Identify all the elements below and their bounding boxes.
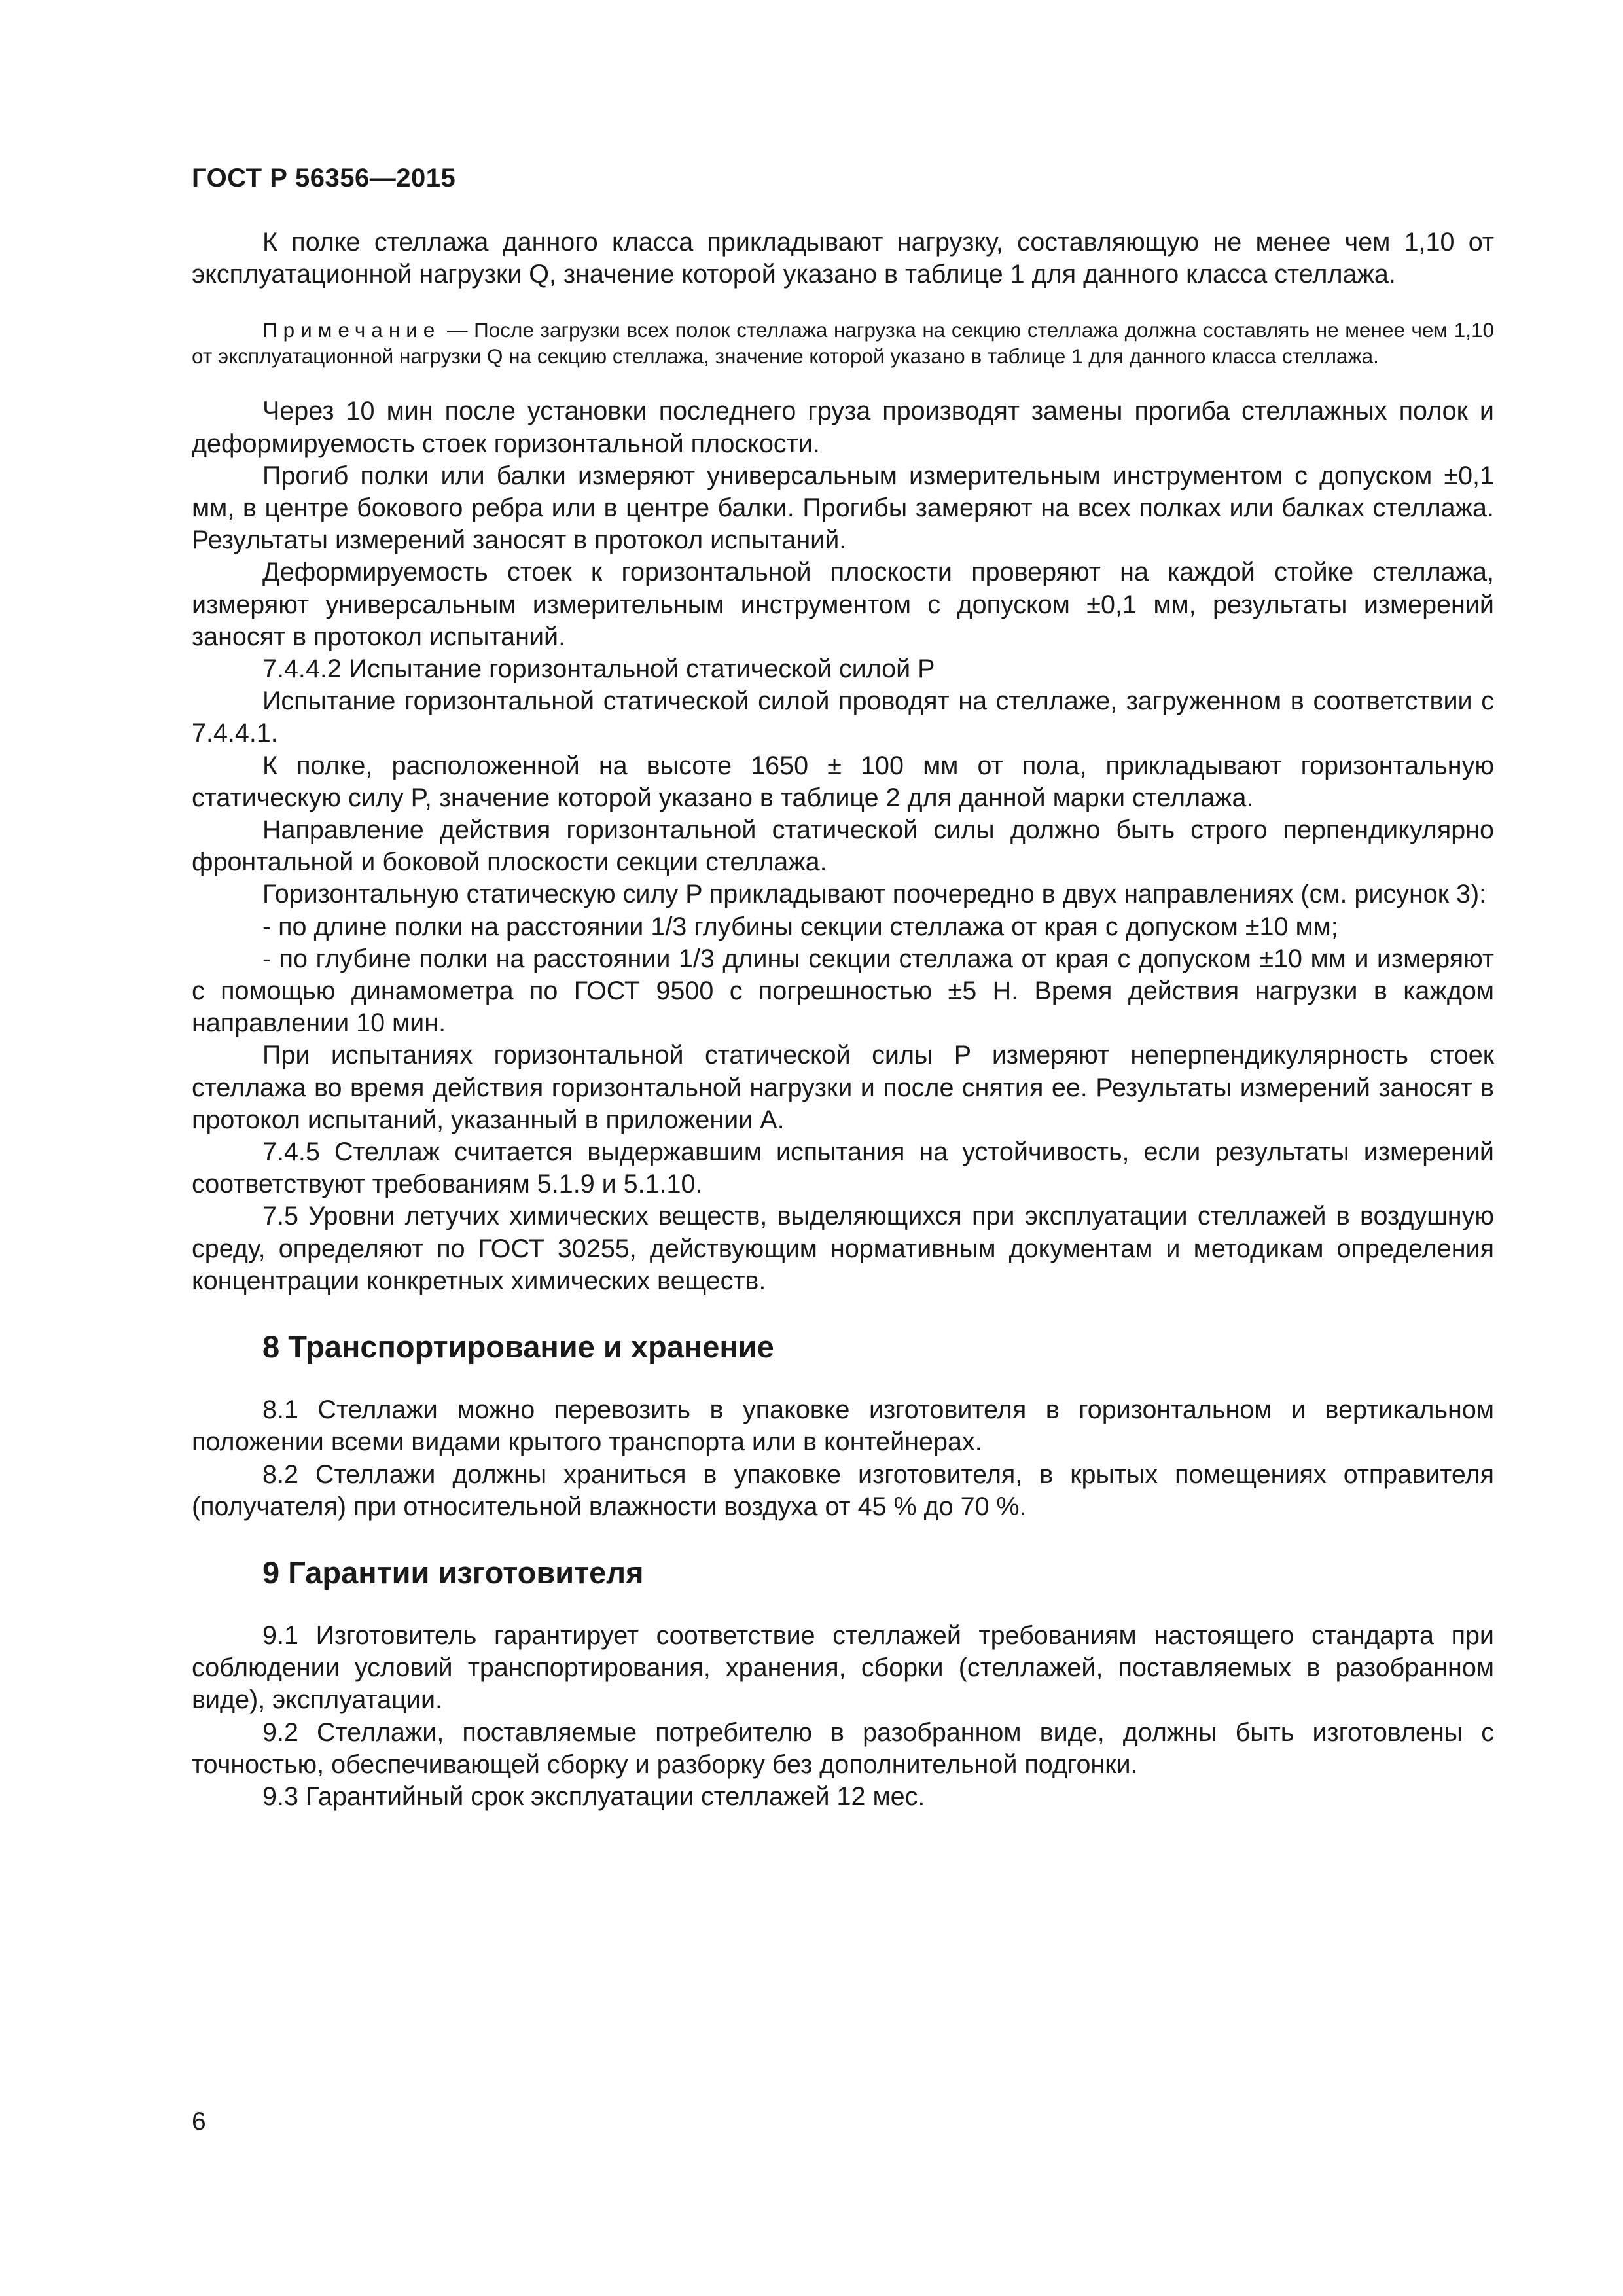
paragraph: 9.2 Стеллажи, поставляемые потребителю в разобранном виде, должны быть изготовлены с точностью, обеспечивающей сборку и разборку без дополнительной подгонки. (192, 1717, 1494, 1779)
note-label: Примечание (262, 318, 441, 342)
paragraph: Через 10 мин после установки последнего груза производят замены прогиба стеллажных полок и деформируемость стоек горизонтальной плоскости. (192, 397, 1494, 458)
paragraph: При испытаниях горизонтальной статической силы P измеряют неперпендикулярность стоек стеллажа во время действия горизонтальной нагрузки и после снятия ее. Результаты измерений заносят в протокол испытаний, указанный в приложении А. (192, 1041, 1494, 1134)
list-item: - по длине полки на расстоянии 1/3 глубины секции стеллажа от края с допуском ±10 мм; (262, 912, 1338, 941)
subclause-heading: 7.4.4.2 Испытание горизонтальной статической силой P (262, 655, 935, 684)
paragraph: Деформируемость стоек к горизонтальной плоскости проверяют на каждой стойке стеллажа, измеряют универсальным измерительным инструментом с допуском ±0,1 мм, результаты измерений заносят в протокол испытаний. (192, 558, 1494, 651)
paragraph: 9.3 Гарантийный срок эксплуатации стеллажей 12 мес. (262, 1782, 925, 1811)
paragraph: Горизонтальную статическую силу P прикладывают поочередно в двух направлениях (см. рисунок 3): (262, 880, 1487, 909)
paragraph: К полке стеллажа данного класса прикладывают нагрузку, составляющую не менее чем 1,10 от эксплуатационной нагрузки Q, значение которой указано в таблице 1 для данного класса стеллажа. (192, 228, 1494, 289)
document-code: ГОСТ Р 56356—2015 (192, 164, 456, 192)
paragraph: 9.1 Изготовитель гарантирует соответствие стеллажей требованиям настоящего стандарта при соблюдении условий транспортирования, хранения, сборки (стеллажей, поставляемых в разобранном виде), эксплуатации. (192, 1621, 1494, 1715)
paragraph: К полке, расположенной на высоте 1650 ± 100 мм от пола, прикладывают горизонтальную статическую силу P, значение которой указано в таблице 2 для данной марки стеллажа. (192, 751, 1494, 812)
section-heading-9: 9 Гарантии изготовителя (262, 1554, 644, 1590)
paragraph: Испытание горизонтальной статической силой проводят на стеллаже, загруженном в соответствии с 7.4.4.1. (192, 687, 1494, 748)
paragraph: 7.4.5 Стеллаж считается выдержавшим испытания на устойчивость, если результаты измерений соответствуют требованиям 5.1.9 и 5.1.10. (192, 1138, 1494, 1199)
paragraph: 7.5 Уровни летучих химических веществ, выделяющихся при эксплуатации стеллажей в воздушную среду, определяют по ГОСТ 30255, действующим нормативным документам и методикам определения концентрации конкретных химических веществ. (192, 1202, 1494, 1295)
page-body (192, 226, 1494, 1813)
note (192, 317, 1494, 369)
list-item: - по глубине полки на расстоянии 1/3 длины секции стеллажа от края с допуском ±10 мм и измеряют с помощью динамометра по ГОСТ 9500 с погрешностью ±5 Н. Время действия нагрузки в каждом направлении 10 мин. (192, 944, 1494, 1038)
section-heading-8: 8 Транспортирование и хранение (262, 1329, 774, 1365)
paragraph: Направление действия горизонтальной статической силы должно быть строго перпендикулярно фронтальной и боковой плоскости секции стеллажа. (192, 816, 1494, 877)
paragraph: 8.2 Стеллажи должны храниться в упаковке изготовителя, в крытых помещениях отправителя (получателя) при относительной влажности воздуха от 45 % до 70 %. (192, 1460, 1494, 1521)
paragraph: Прогиб полки или балки измеряют универсальным измерительным инструментом с допуском ±0,1 мм, в центре бокового ребра или в центре балки. Прогибы замеряют на всех полках или балках стеллажа. Результаты измерений заносят в протокол испытаний. (192, 461, 1494, 555)
paragraph: 8.1 Стеллажи можно перевозить в упаковке изготовителя в горизонтальном и вертикальном положении всеми видами крытого транспорта или в контейнерах. (192, 1395, 1494, 1457)
page-number: 6 (192, 2108, 206, 2136)
note-text: — После загрузки всех полок стеллажа нагрузка на секцию стеллажа должна составлять не менее чем 1,10 от эксплуатационной нагрузки Q на секцию стеллажа, значение которой указано в таблице 1 для данного класса стеллажа. (192, 318, 1494, 368)
